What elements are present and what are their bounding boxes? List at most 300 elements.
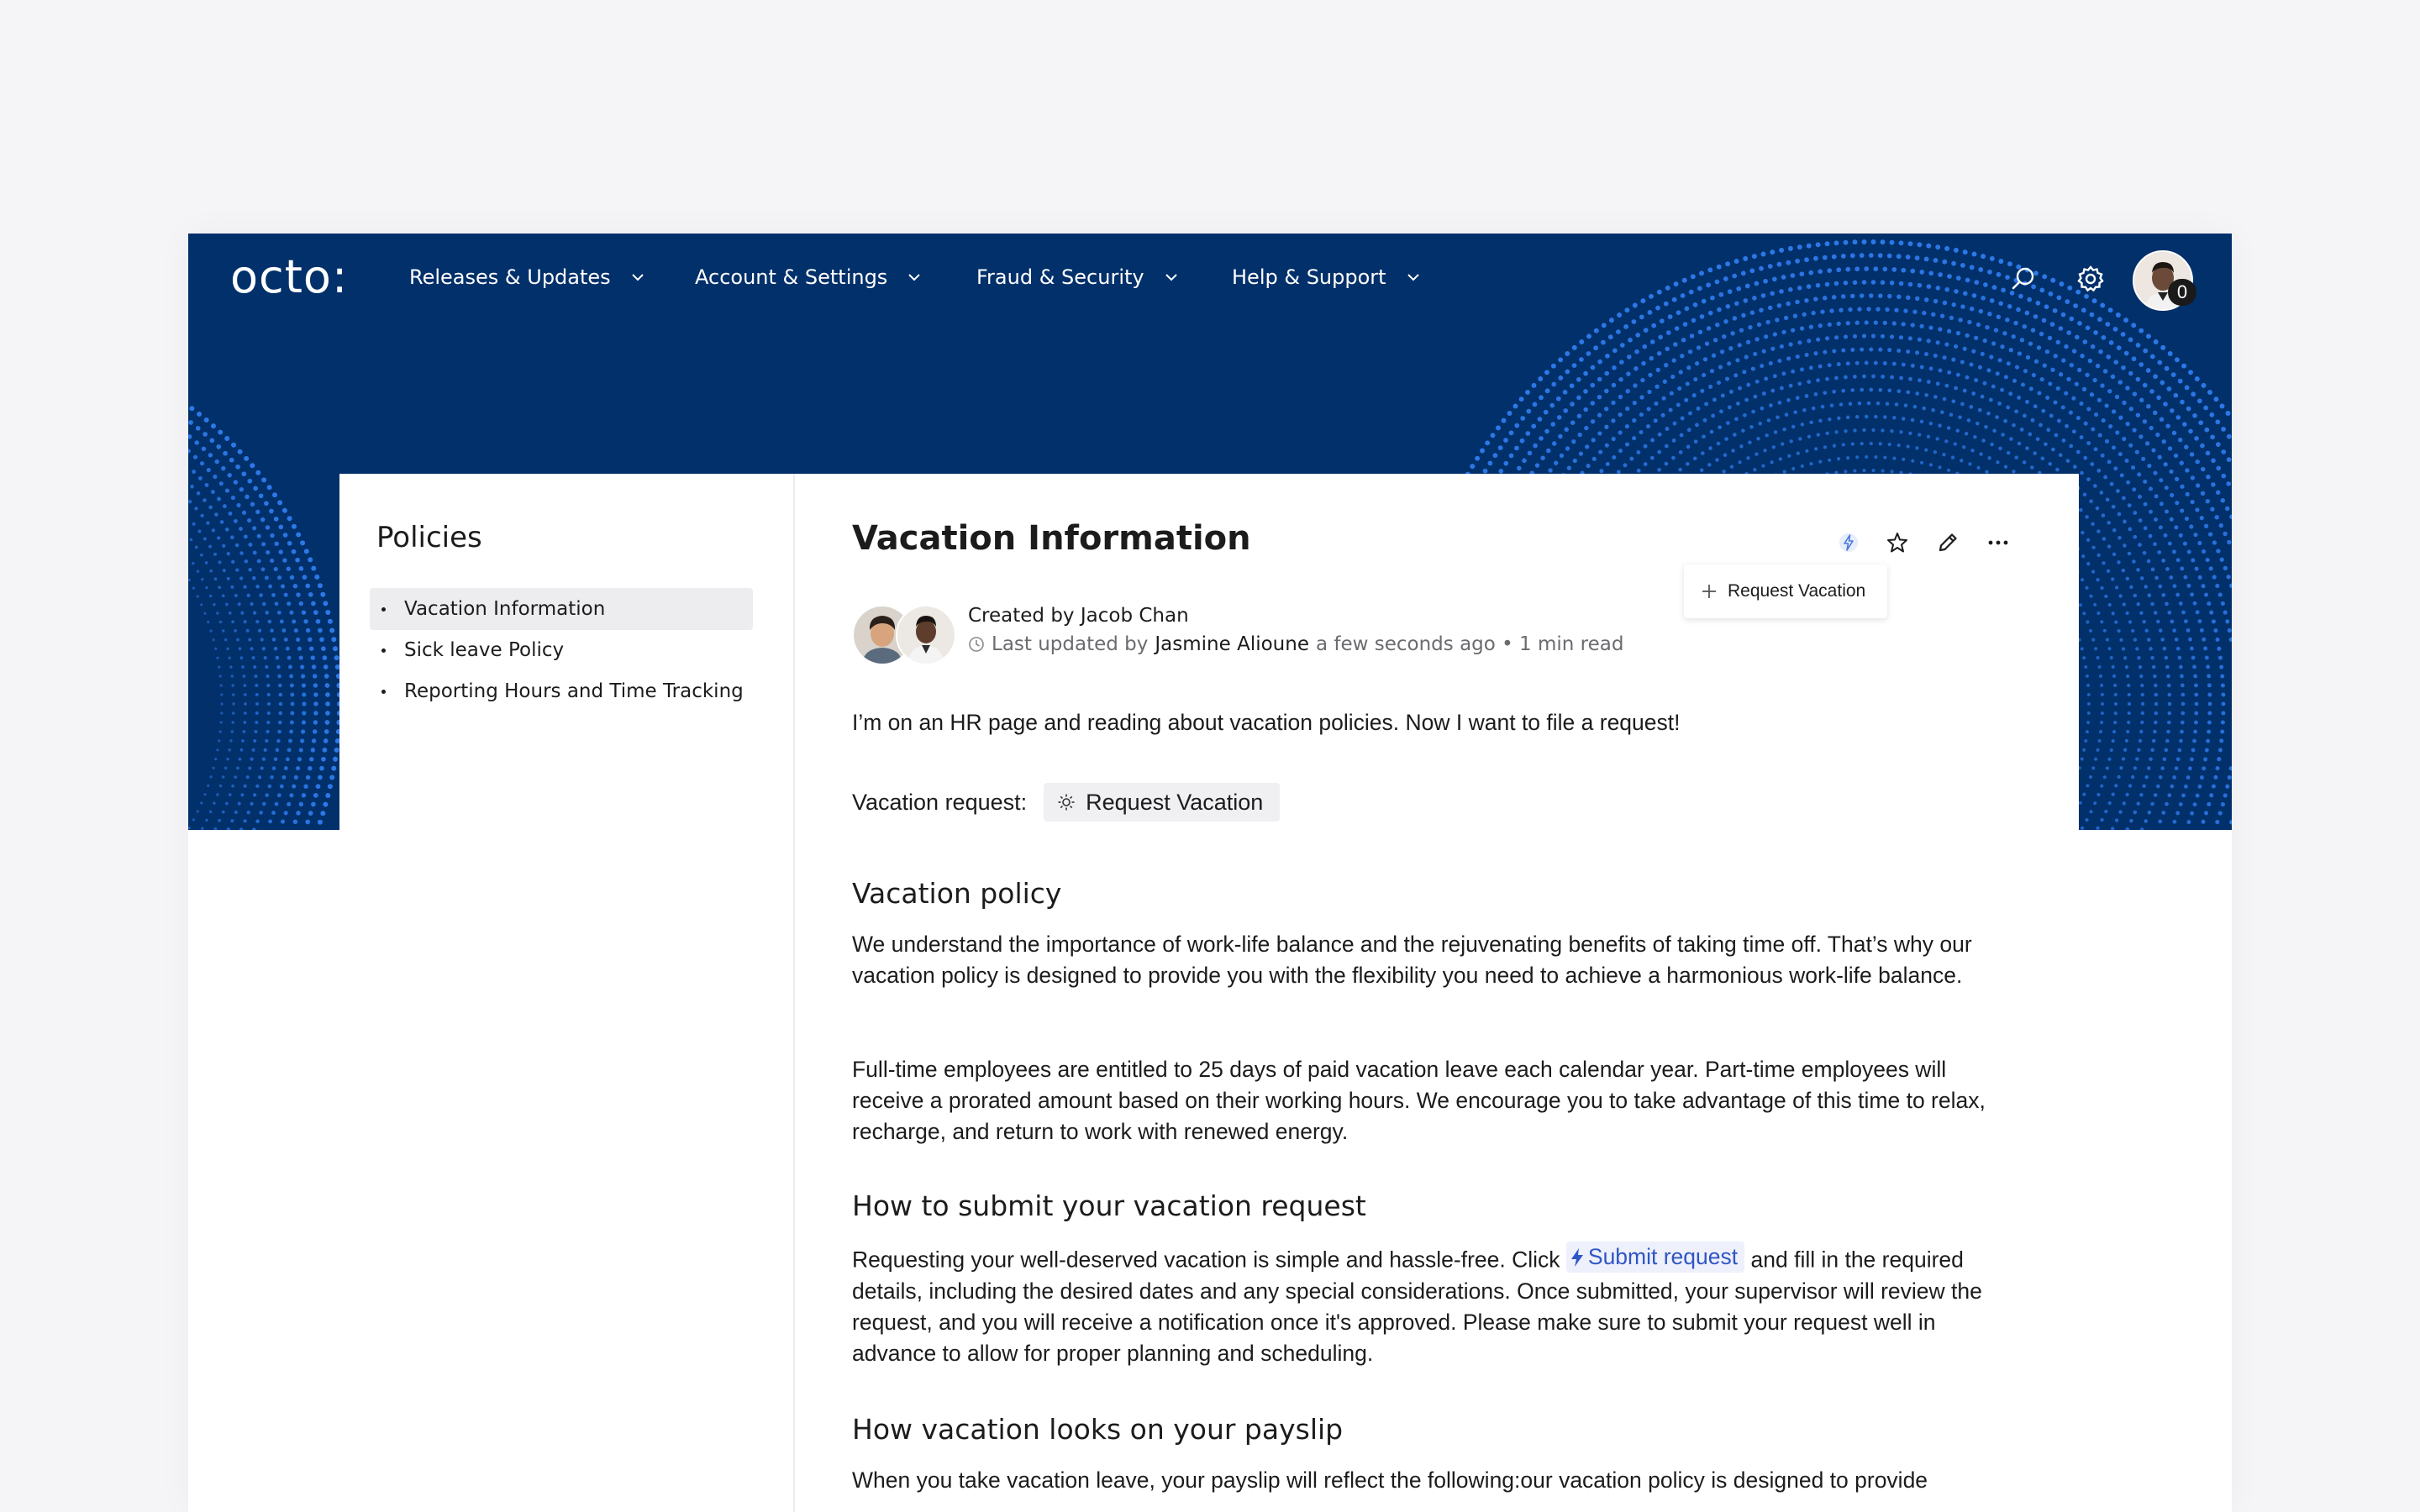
dot-decoration bbox=[2113, 327, 2118, 332]
dot-decoration bbox=[242, 730, 245, 733]
dot-decoration bbox=[299, 802, 303, 806]
search-button[interactable] bbox=[2005, 260, 2042, 297]
dot-decoration bbox=[2222, 474, 2227, 479]
dot-decoration bbox=[239, 576, 243, 580]
dot-decoration bbox=[294, 775, 298, 780]
dot-decoration bbox=[255, 585, 260, 589]
dot-decoration bbox=[2154, 711, 2159, 716]
dot-decoration bbox=[255, 693, 259, 696]
dot-decoration bbox=[320, 592, 325, 597]
dot-decoration bbox=[227, 577, 230, 580]
dot-decoration bbox=[264, 656, 267, 659]
sidebar-item-vacation-information[interactable] bbox=[370, 588, 753, 630]
dot-decoration bbox=[2132, 487, 2136, 491]
dot-decoration bbox=[2094, 647, 2097, 650]
dot-decoration bbox=[1640, 378, 1644, 382]
dot-decoration bbox=[1807, 380, 1811, 384]
dot-decoration bbox=[2170, 785, 2175, 789]
dot-decoration bbox=[2217, 757, 2221, 761]
dot-decoration bbox=[2160, 417, 2165, 423]
dot-decoration bbox=[2158, 585, 2162, 589]
dot-decoration bbox=[2218, 592, 2223, 596]
dot-decoration bbox=[197, 595, 199, 597]
dot-decoration bbox=[1535, 463, 1540, 468]
dot-decoration bbox=[290, 721, 294, 725]
dot-decoration bbox=[1636, 450, 1640, 454]
dot-decoration bbox=[287, 601, 291, 606]
dot-decoration bbox=[2146, 333, 2151, 339]
dot-decoration bbox=[1718, 365, 1723, 370]
dot-decoration bbox=[2216, 442, 2221, 447]
pencil-icon bbox=[1936, 531, 1960, 554]
dot-decoration bbox=[1519, 396, 1524, 402]
dot-decoration bbox=[2144, 819, 2148, 823]
dot-decoration bbox=[2086, 730, 2089, 733]
dot-decoration bbox=[2113, 466, 2118, 470]
dot-decoration bbox=[2118, 810, 2122, 813]
dot-decoration bbox=[2094, 447, 2098, 451]
dot-decoration bbox=[2029, 386, 2033, 391]
dot-decoration bbox=[272, 492, 277, 497]
dot-decoration bbox=[313, 683, 318, 687]
dot-decoration bbox=[295, 558, 300, 563]
dot-decoration bbox=[2008, 391, 2012, 396]
dot-decoration bbox=[2163, 757, 2167, 761]
dot-decoration bbox=[231, 675, 234, 677]
created-by-text: Created by Jacob Chan bbox=[968, 605, 1189, 627]
dot-decoration bbox=[2212, 540, 2217, 544]
more-horizontal-icon bbox=[1986, 531, 2010, 554]
dot-decoration bbox=[234, 519, 238, 523]
dot-decoration bbox=[2159, 775, 2163, 780]
dot-decoration bbox=[1818, 460, 1822, 464]
dot-decoration bbox=[1717, 381, 1721, 385]
editor-avatar[interactable] bbox=[896, 605, 956, 665]
dot-decoration bbox=[231, 730, 234, 732]
dot-decoration bbox=[230, 585, 234, 589]
nav-item-label: Account & Settings bbox=[695, 265, 888, 289]
dot-decoration bbox=[2129, 585, 2133, 590]
dot-decoration bbox=[200, 461, 204, 465]
dot-decoration bbox=[1954, 344, 1958, 349]
dot-decoration bbox=[2163, 647, 2167, 651]
dot-decoration bbox=[2048, 381, 2052, 386]
dot-decoration bbox=[308, 766, 312, 770]
submit-request-link[interactable] bbox=[1566, 1242, 1744, 1273]
dot-decoration bbox=[1793, 410, 1797, 414]
dot-decoration bbox=[2225, 619, 2229, 623]
dot-decoration bbox=[2193, 674, 2197, 678]
dot-decoration bbox=[304, 549, 309, 554]
dot-decoration bbox=[2114, 620, 2118, 623]
dot-decoration bbox=[1789, 384, 1793, 388]
dot-decoration bbox=[2185, 385, 2190, 390]
dot-decoration bbox=[1786, 398, 1791, 402]
dot-decoration bbox=[1785, 412, 1789, 417]
dot-decoration bbox=[1908, 336, 1912, 340]
dot-decoration bbox=[1633, 401, 1637, 405]
nav-account-settings[interactable] bbox=[695, 265, 923, 289]
dot-decoration bbox=[239, 487, 244, 491]
dot-decoration bbox=[2108, 424, 2112, 428]
dot-decoration bbox=[2115, 585, 2118, 589]
dot-decoration bbox=[1960, 459, 1963, 462]
dot-decoration bbox=[2141, 702, 2144, 706]
gear-icon bbox=[2076, 265, 2105, 293]
dot-decoration bbox=[319, 637, 324, 642]
dot-decoration bbox=[2165, 486, 2169, 490]
dot-decoration bbox=[2002, 331, 2007, 335]
dot-decoration bbox=[1625, 443, 1629, 447]
dot-decoration bbox=[2206, 475, 2211, 480]
edit-button[interactable] bbox=[1929, 524, 1966, 561]
dot-decoration bbox=[1591, 365, 1596, 370]
dot-decoration bbox=[1764, 376, 1768, 381]
settings-button[interactable] bbox=[2072, 260, 2109, 297]
dot-decoration bbox=[247, 594, 250, 597]
dot-decoration bbox=[2032, 373, 2036, 377]
dot-decoration bbox=[1688, 412, 1692, 416]
dot-decoration bbox=[220, 684, 223, 686]
updated-by-name[interactable]: Jasmine Alioune bbox=[1155, 633, 1309, 655]
dot-decoration bbox=[2086, 325, 2091, 330]
dot-decoration bbox=[1710, 430, 1714, 434]
request-vacation-popover[interactable] bbox=[1684, 564, 1887, 618]
dot-decoration bbox=[1702, 434, 1706, 438]
dot-decoration bbox=[2168, 702, 2172, 706]
lightning-icon bbox=[1570, 1247, 1585, 1268]
dot-decoration bbox=[1639, 412, 1644, 417]
dot-decoration bbox=[1927, 380, 1931, 384]
dot-decoration bbox=[1618, 377, 1623, 382]
dot-decoration bbox=[2133, 811, 2138, 815]
dot-decoration bbox=[241, 471, 246, 476]
dot-decoration bbox=[2207, 390, 2212, 395]
dot-decoration bbox=[2151, 568, 2155, 572]
dot-decoration bbox=[1881, 428, 1884, 432]
dot-decoration bbox=[1639, 430, 1643, 434]
dot-decoration bbox=[2206, 451, 2211, 456]
dot-decoration bbox=[2193, 533, 2197, 537]
dot-decoration bbox=[1929, 463, 1933, 466]
dot-decoration bbox=[287, 748, 292, 752]
dot-decoration bbox=[290, 711, 294, 716]
dot-decoration bbox=[333, 646, 338, 651]
dot-decoration bbox=[188, 579, 191, 581]
dot-decoration bbox=[318, 583, 323, 588]
dot-decoration bbox=[211, 423, 216, 428]
dot-decoration bbox=[299, 656, 303, 660]
dot-decoration bbox=[192, 562, 194, 564]
dot-decoration bbox=[220, 693, 223, 696]
dot-decoration bbox=[2179, 739, 2183, 743]
dot-decoration bbox=[1612, 383, 1617, 388]
dot-decoration bbox=[2182, 422, 2187, 427]
dot-decoration bbox=[333, 757, 338, 762]
dot-decoration bbox=[258, 775, 261, 779]
dot-decoration bbox=[268, 785, 272, 789]
dot-decoration bbox=[279, 702, 283, 706]
dot-decoration bbox=[1551, 364, 1556, 369]
more-options-button[interactable] bbox=[1980, 524, 2017, 561]
dot-decoration bbox=[2206, 739, 2210, 743]
dot-decoration bbox=[1981, 352, 1985, 356]
dot-decoration bbox=[2156, 620, 2160, 624]
dot-decoration bbox=[1791, 467, 1795, 470]
dot-decoration bbox=[1662, 396, 1666, 401]
dot-decoration bbox=[2131, 465, 2135, 470]
dot-decoration bbox=[2167, 684, 2171, 688]
dot-decoration bbox=[2218, 811, 2223, 816]
dot-decoration bbox=[2144, 585, 2148, 589]
dot-decoration bbox=[229, 665, 232, 668]
request-vacation-chip[interactable] bbox=[1044, 783, 1280, 822]
dot-decoration bbox=[1839, 402, 1844, 407]
dot-decoration bbox=[2174, 525, 2178, 529]
dot-decoration bbox=[2197, 398, 2202, 403]
dot-decoration bbox=[1883, 415, 1887, 419]
dot-decoration bbox=[2173, 393, 2178, 398]
dot-decoration bbox=[1597, 413, 1602, 417]
dot-decoration bbox=[2001, 433, 2005, 437]
dot-decoration bbox=[213, 603, 215, 606]
dot-decoration bbox=[2100, 818, 2103, 822]
dot-decoration bbox=[2103, 775, 2107, 779]
dot-decoration bbox=[1565, 446, 1570, 450]
dot-decoration bbox=[201, 578, 203, 580]
dot-decoration bbox=[1591, 419, 1595, 423]
dot-decoration bbox=[2216, 466, 2221, 471]
dot-decoration bbox=[2003, 419, 2007, 423]
dot-decoration bbox=[287, 656, 292, 660]
dot-decoration bbox=[243, 721, 246, 724]
dot-decoration bbox=[1650, 456, 1655, 460]
updated-suffix: a few seconds ago • 1 min read bbox=[1315, 633, 1624, 655]
dot-decoration bbox=[2128, 337, 2133, 342]
dot-decoration bbox=[2128, 702, 2131, 706]
dot-decoration bbox=[1695, 361, 1699, 365]
dot-decoration bbox=[2105, 439, 2109, 444]
dot-decoration bbox=[2031, 328, 2036, 333]
dot-decoration bbox=[1828, 417, 1832, 422]
nav-fraud-security[interactable] bbox=[976, 265, 1180, 289]
dot-decoration bbox=[2075, 382, 2079, 386]
octo-logo[interactable]: octo: bbox=[230, 250, 349, 303]
automation-button[interactable] bbox=[1830, 524, 1867, 561]
dot-decoration bbox=[2041, 409, 2045, 413]
dot-decoration bbox=[1700, 468, 1704, 472]
dot-decoration bbox=[265, 739, 268, 743]
dot-decoration bbox=[267, 711, 271, 715]
dot-decoration bbox=[1684, 398, 1688, 402]
dot-decoration bbox=[281, 820, 285, 824]
dot-decoration bbox=[1890, 429, 1893, 433]
dot-decoration bbox=[2143, 551, 2147, 555]
dot-decoration bbox=[2120, 473, 2124, 477]
dot-decoration bbox=[232, 693, 234, 696]
dot-decoration bbox=[2112, 675, 2116, 678]
dot-decoration bbox=[234, 811, 238, 814]
dot-decoration bbox=[2122, 496, 2126, 501]
dot-decoration bbox=[2056, 386, 2060, 391]
dot-decoration bbox=[288, 739, 292, 743]
dot-decoration bbox=[1618, 412, 1623, 417]
dot-decoration bbox=[255, 711, 259, 715]
dot-decoration bbox=[280, 785, 284, 789]
dot-decoration bbox=[1567, 465, 1571, 470]
dot-decoration bbox=[253, 793, 256, 796]
dot-decoration bbox=[2216, 549, 2220, 553]
dot-decoration bbox=[1646, 424, 1650, 428]
dot-decoration bbox=[296, 811, 300, 815]
chevron-down-icon bbox=[906, 269, 923, 286]
dot-decoration bbox=[2086, 407, 2091, 411]
dot-decoration bbox=[2061, 405, 2065, 409]
dot-decoration bbox=[2229, 584, 2232, 588]
dot-decoration bbox=[270, 775, 274, 780]
dot-decoration bbox=[293, 584, 297, 588]
dot-decoration bbox=[2069, 411, 2073, 415]
dot-decoration bbox=[1862, 469, 1865, 472]
dot-decoration bbox=[2217, 647, 2221, 651]
dot-decoration bbox=[222, 811, 225, 814]
dot-decoration bbox=[1814, 392, 1818, 396]
dot-decoration bbox=[2077, 368, 2081, 372]
dot-decoration bbox=[2135, 647, 2139, 650]
dot-decoration bbox=[2023, 460, 2027, 465]
nav-item-label: Fraud & Security bbox=[976, 265, 1144, 289]
dot-decoration bbox=[2188, 766, 2192, 770]
dot-decoration bbox=[2181, 364, 2186, 369]
dot-decoration bbox=[2181, 611, 2186, 615]
nav-help-support[interactable] bbox=[1232, 265, 1422, 289]
dot-decoration bbox=[1744, 398, 1749, 402]
dot-decoration bbox=[1971, 391, 1975, 396]
dot-decoration bbox=[2117, 560, 2121, 564]
dot-decoration bbox=[2107, 389, 2112, 393]
dot-decoration bbox=[2210, 507, 2214, 512]
dot-decoration bbox=[2180, 508, 2184, 512]
dot-decoration bbox=[1641, 361, 1646, 366]
dot-decoration bbox=[2127, 721, 2130, 724]
dot-decoration bbox=[2091, 522, 2095, 527]
dot-decoration bbox=[1586, 333, 1591, 339]
dot-decoration bbox=[2111, 827, 2114, 830]
dot-decoration bbox=[1958, 415, 1962, 419]
dot-decoration bbox=[2165, 366, 2170, 371]
dot-decoration bbox=[2187, 549, 2191, 554]
dot-decoration bbox=[2141, 693, 2144, 696]
dot-decoration bbox=[1483, 469, 1488, 474]
dot-decoration bbox=[216, 657, 218, 659]
star-button[interactable] bbox=[1879, 524, 1916, 561]
dot-decoration bbox=[2139, 665, 2142, 669]
dot-decoration bbox=[2101, 711, 2104, 715]
dot-decoration bbox=[2012, 379, 2017, 383]
dot-decoration bbox=[2113, 721, 2117, 724]
dot-decoration bbox=[2193, 730, 2197, 734]
dot-decoration bbox=[2176, 647, 2181, 651]
dot-decoration bbox=[2115, 430, 2119, 434]
dot-decoration bbox=[2012, 423, 2016, 428]
dot-decoration bbox=[231, 443, 236, 448]
dot-decoration bbox=[2014, 455, 2018, 459]
dot-decoration bbox=[205, 561, 208, 564]
dot-decoration bbox=[2181, 693, 2185, 697]
dot-decoration bbox=[271, 593, 276, 597]
dot-decoration bbox=[1938, 465, 1941, 469]
dot-decoration bbox=[1470, 464, 1475, 469]
dot-decoration bbox=[2089, 775, 2092, 779]
dot-decoration bbox=[1833, 444, 1836, 448]
dot-decoration bbox=[231, 620, 234, 623]
dot-decoration bbox=[2023, 369, 2028, 373]
dot-decoration bbox=[1612, 348, 1618, 353]
dot-decoration bbox=[2079, 402, 2083, 406]
dot-decoration bbox=[1672, 438, 1676, 443]
dot-decoration bbox=[309, 646, 313, 650]
dot-decoration bbox=[1544, 429, 1549, 434]
dot-decoration bbox=[2086, 562, 2090, 565]
nav-item-label: Help & Support bbox=[1232, 265, 1386, 289]
dot-decoration bbox=[323, 802, 328, 807]
last-updated-line bbox=[968, 633, 1623, 655]
dot-decoration bbox=[1902, 458, 1905, 461]
dot-decoration bbox=[300, 540, 305, 545]
dot-decoration bbox=[2179, 802, 2183, 806]
dot-decoration bbox=[188, 420, 193, 425]
dot-decoration bbox=[1746, 383, 1750, 387]
dot-decoration bbox=[1753, 352, 1757, 356]
dot-decoration bbox=[303, 784, 308, 788]
dot-decoration bbox=[2144, 629, 2149, 633]
dot-decoration bbox=[2153, 374, 2158, 379]
dot-decoration bbox=[216, 748, 218, 751]
dot-decoration bbox=[1758, 422, 1762, 426]
dot-decoration bbox=[321, 646, 326, 651]
dot-decoration bbox=[2165, 509, 2169, 513]
dot-decoration bbox=[2050, 368, 2054, 372]
dot-decoration bbox=[1594, 328, 1599, 333]
dot-decoration bbox=[321, 757, 326, 762]
dot-decoration bbox=[2186, 775, 2191, 780]
dot-decoration bbox=[1869, 388, 1873, 392]
sidebar-item-reporting-hours[interactable] bbox=[370, 670, 753, 712]
dot-decoration bbox=[224, 436, 229, 441]
sidebar-item-sick-leave-policy[interactable] bbox=[370, 629, 753, 671]
nav-releases-updates[interactable] bbox=[409, 265, 646, 289]
dot-decoration bbox=[1629, 457, 1634, 461]
dot-decoration bbox=[218, 560, 221, 564]
dot-decoration bbox=[2089, 595, 2092, 598]
dot-decoration bbox=[272, 638, 276, 642]
dot-decoration bbox=[1981, 395, 1985, 399]
dot-decoration bbox=[1665, 444, 1669, 449]
dot-decoration bbox=[2093, 484, 2097, 488]
dot-decoration bbox=[2054, 433, 2058, 438]
dot-decoration bbox=[2161, 811, 2165, 815]
sidebar-title: Policies bbox=[376, 521, 482, 554]
dot-decoration bbox=[2084, 739, 2087, 743]
content-card bbox=[339, 474, 2079, 1512]
dot-decoration bbox=[2122, 757, 2125, 760]
submit-text-before: Requesting your well-deserved vacation is simple and hassle-free. Click bbox=[852, 1247, 1560, 1273]
dot-decoration bbox=[313, 692, 318, 696]
dot-decoration bbox=[1842, 443, 1845, 446]
dot-decoration bbox=[1933, 395, 1938, 399]
dot-decoration bbox=[1834, 430, 1838, 433]
dot-decoration bbox=[1606, 462, 1610, 466]
